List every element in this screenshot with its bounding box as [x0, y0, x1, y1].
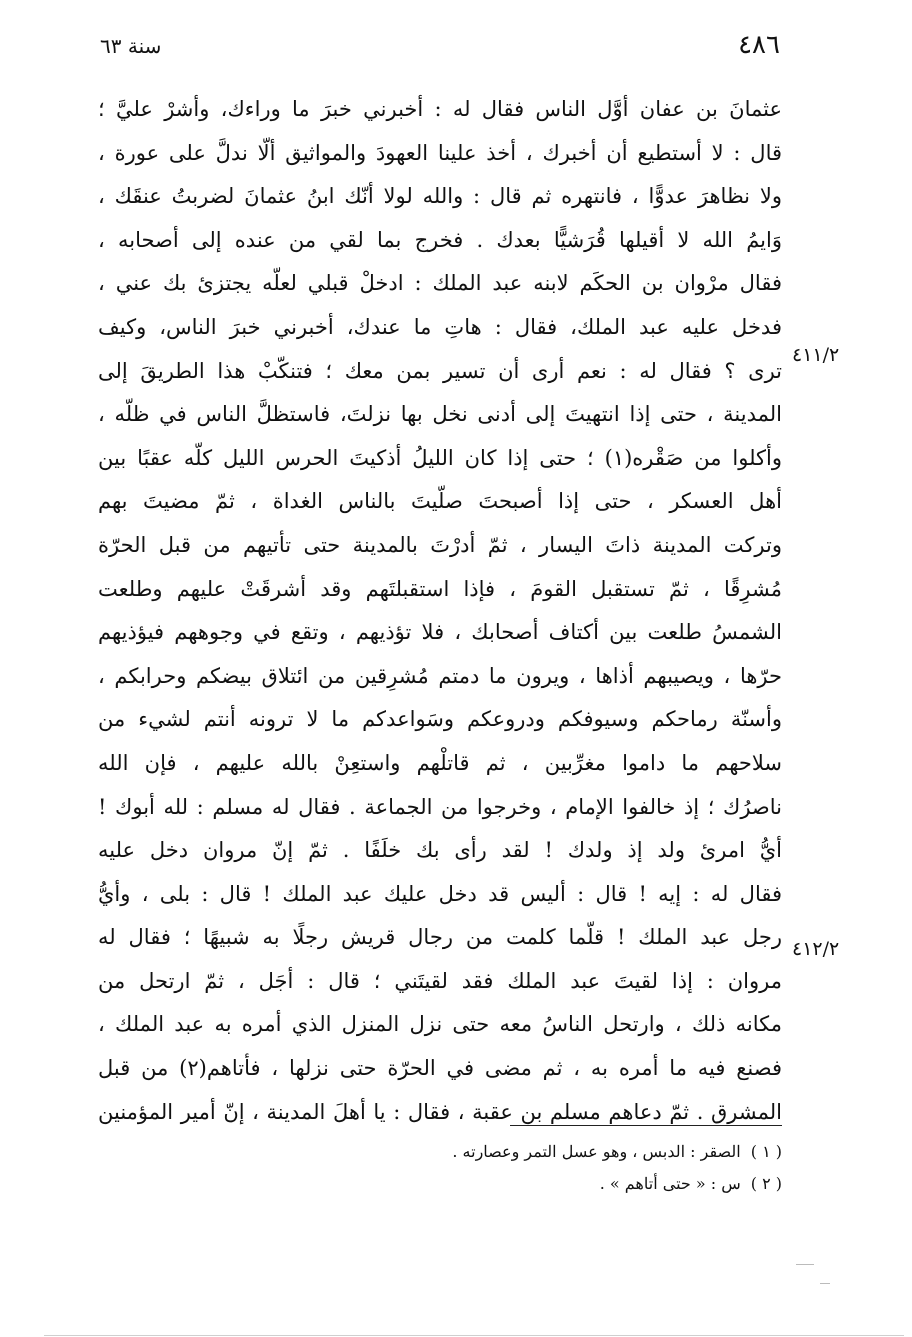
- text-line: المشرق . ثمّ دعاهم مسلم بن عقبة ، فقال : يا أهلَ المدينة ، إنّ أمير المؤمنين: [98, 1099, 782, 1124]
- footnote-text: س : « حتى أتاهم » .: [599, 1174, 741, 1193]
- text-line: ترى ؟ فقال له : نعم أرى أن تسير بمن معك ؛ فتنكّبْ هذا الطريقَ إلى: [98, 358, 782, 383]
- scan-artifact: [796, 1264, 814, 1265]
- text-line: فصنع فيه ما أمره به ، ثم مضى في الحرّة حتى نزلها ، فأتاهم(٢) من قبل: [98, 1056, 782, 1081]
- text-line: ناصرُك ؛ إذ خالفوا الإمام ، وخرجوا من الجماعة . فقال له مسلم : لله أبوك !: [98, 794, 782, 819]
- text-line: المدينة ، حتى إذا انتهيتَ إلى أدنى نخل بها نزلتَ، فاستظلَّ الناس في ظلّه ،: [98, 402, 782, 427]
- main-text: [98, 88, 782, 1134]
- text-line: حرّها ، ويصيبهم أذاها ، ويرون ما دمتم مُشرِقين من ائتلاق بيضكم وحرابكم ،: [98, 663, 782, 688]
- scan-artifact: [820, 1283, 830, 1284]
- text-line: وَايمُ الله لا أقيلها قُرَشيًّا بعدك . فخرج بما لقي من عنده إلى أصحابه ،: [98, 227, 782, 252]
- footnote: [300, 1136, 782, 1168]
- text-line: وأكلوا من صَقْره(١) ؛ حتى إذا كان الليلُ أذكيتَ الحرس الليل كلّه عقبًا بين: [98, 445, 782, 470]
- text-line: وتركت المدينة ذاتَ اليسار ، ثمّ أدرْتَ بالمدينة حتى تأتيهم من قبل الحرّة: [98, 532, 782, 557]
- text-line: قال : لا أستطيع أن أخبرك ، أخذ علينا العهودَ والمواثيق ألّا ندلَّ على عورة ،: [98, 140, 782, 165]
- text-line: أهل العسكر ، حتى إذا أصبحتَ صلّيتَ بالناس الغداة ، ثمّ مضيتَ بهم: [98, 489, 782, 514]
- text-line: عثمانَ بن عفان أوَّل الناس فقال له : أخبرني خبرَ ما وراءك، وأشرْ عليَّ ؛: [98, 97, 782, 121]
- text-line: فقال مرْوان بن الحكَم لابنه عبد الملك : ادخلْ قبلي لعلّه يجتزئ بك عني ،: [98, 271, 782, 296]
- text-line: أيُّ امرئ ولد إذ ولدك ! لقد رأى بك خلَفًا . ثمّ إنّ مروان دخل عليه: [98, 838, 782, 863]
- text-line: رجل عبد الملك ! قلّما كلمت من رجال قريش رجلًا به شبيهًا ؛ فقال له: [98, 925, 782, 950]
- footnote-number: ( ٢ ): [750, 1174, 782, 1193]
- margin-reference: ٤١١/٢: [792, 344, 840, 366]
- text-line: مُشرِقًا ، ثمّ تستقبل القومَ ، فإذا استقبلتَهم وقد أشرقَتْ عليهم وطلعت: [98, 576, 782, 601]
- text-line: فدخل عليه عبد الملك، فقال : هاتِ ما عندك، أخبرني خبرَ الناس، وكيف: [98, 314, 782, 339]
- page-header: [100, 30, 780, 64]
- text-line: الشمسُ طلعت بين أكتاف أصحابك ، فلا تؤذيهم ، وتقع في وجوههم فيؤذيهم: [98, 620, 782, 645]
- footnotes: [300, 1136, 782, 1200]
- text-line: سلاحهم ما داموا مغرِّبين ، ثم قاتلْهم واستعِنْ بالله عليهم ، فإن الله: [98, 750, 782, 775]
- footnote-divider: [510, 1125, 782, 1126]
- footnote-text: الصقر : الدبس ، وهو عسل التمر وعصارته .: [452, 1142, 741, 1161]
- running-head-year: سنة ٦٣: [100, 34, 162, 58]
- footnote: [300, 1168, 782, 1200]
- text-line: وأسنّة رماحكم وسيوفكم ودروعكم وسَواعدكم ما لا ترونه أنتم لشيء من: [98, 707, 782, 732]
- text-line: فقال له : إيه ! قال : أليس قد دخل عليك عبد الملك ! قال : بلى ، وأيُّ: [98, 881, 782, 906]
- scan-edge: [44, 1335, 904, 1336]
- page-number: ٤٨٦: [738, 30, 780, 60]
- margin-reference: ٤١٢/٢: [792, 938, 840, 960]
- text-line: مكانه ذلك ، وارتحل الناسُ معه حتى نزل المنزل الذي أمره به عبد الملك ،: [98, 1012, 782, 1037]
- text-line: مروان : إذا لقيتَ عبد الملك فقد لقيتَني ؛ قال : أجَل ، ثمّ ارتحل من: [98, 968, 782, 993]
- text-line: ولا نظاهرَ عدوًّا ، فانتهره ثم قال : والله لولا أنّك ابنُ عثمانَ لضربتُ عنقَك ،: [98, 184, 782, 209]
- footnote-number: ( ١ ): [750, 1142, 782, 1161]
